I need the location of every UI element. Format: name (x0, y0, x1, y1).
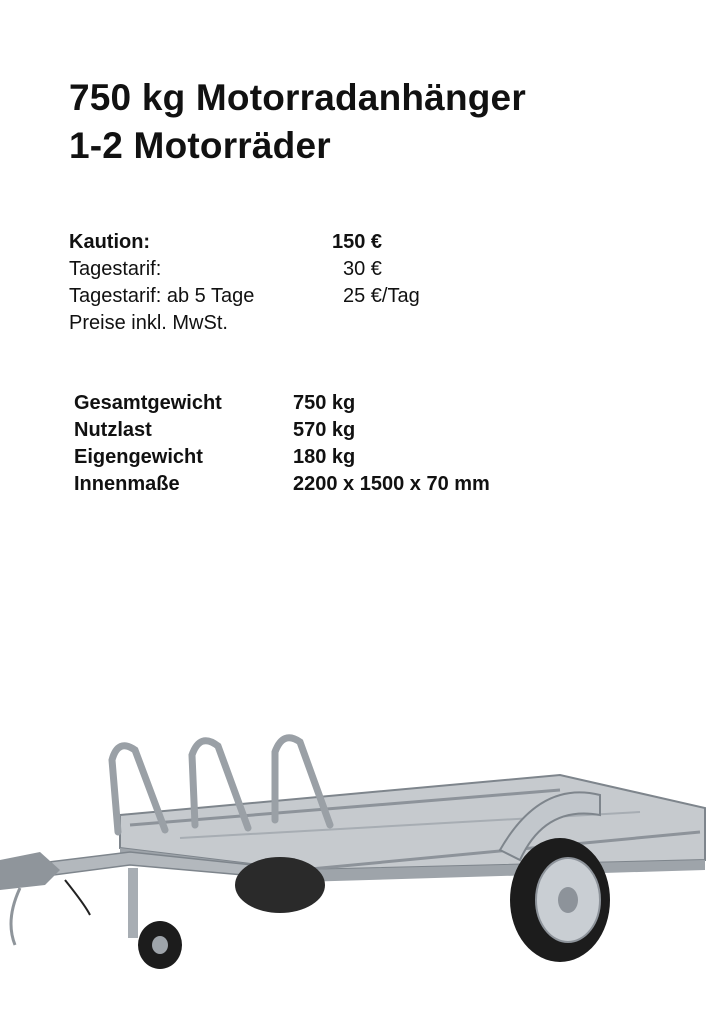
spec-label: Innenmaße (74, 473, 180, 495)
price-value: 30 € (343, 258, 382, 280)
spec-label: Gesamtgewicht (74, 392, 222, 414)
price-value: 25 €/Tag (343, 285, 420, 307)
spec-label: Eigengewicht (74, 446, 203, 468)
price-label: Tagestarif: ab 5 Tage (69, 285, 255, 307)
main-wheel (510, 838, 610, 962)
price-value: 150 € (332, 231, 383, 253)
spec-value: 750 kg (293, 392, 356, 414)
rear-wheel (235, 857, 325, 913)
jockey-wheel (128, 868, 182, 969)
title-line-1: 750 kg Motorradanhänger (69, 77, 526, 118)
spec-value: 180 kg (293, 446, 356, 468)
spec-value: 2200 x 1500 x 70 mm (293, 473, 490, 495)
price-label: Kaution: (69, 231, 151, 253)
trailer-image (0, 720, 724, 1000)
price-note-text: Preise inkl. MwSt. (69, 312, 228, 334)
page-title (69, 74, 526, 170)
spec-value: 570 kg (293, 419, 356, 441)
spec-label: Nutzlast (74, 419, 152, 441)
price-label: Tagestarif: (69, 258, 162, 280)
title-line-2: 1-2 Motorräder (69, 125, 331, 166)
